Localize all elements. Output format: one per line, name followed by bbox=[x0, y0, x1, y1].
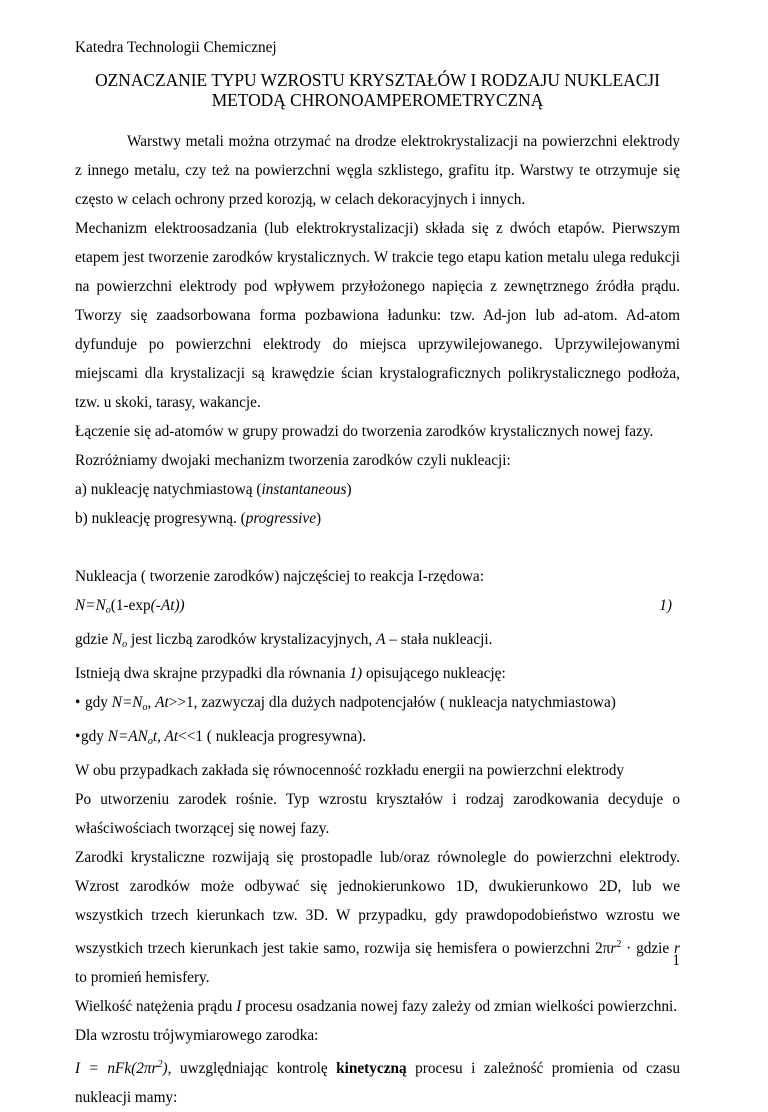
bullet-icon: • bbox=[75, 728, 81, 745]
paragraph-mechanism: Mechanizm elektroosadzania (lub elektrokrystalizacji) składa się z dwóch etapów. Pierwszym etapem jest tworzenie zarodków krystalicznych. W trakcie tego etapu kation metalu ulega redukcji na powierzchni elektrody pod wpływem przyłożonego napięcia z zewnętrznego źródła prądu. Tworzy się zaadsorbowana forma pozbawiona ładunku: tzw. Ad-jon lub ad-atom. Ad-atom dyfunduje po powierzchni elektrody do miejsca uprzywilejowanego. Uprzywilejowanymi miejscami dla krystalizacji są krawędzie ścian krystalograficznych polikrystalicznego podłoża, tzw. u skoki, tarasy, wakancje. bbox=[75, 220, 680, 411]
equation-1-formula: $N=N_o(1-\exp(-At))$ bbox=[75, 597, 185, 616]
paragraph-cases: Istnieją dwa skrajne przypadki dla równania 1) opisującego nukleację: bbox=[75, 665, 506, 682]
title-line-2: METODĄ CHRONOAMPEROMETRYCZNĄ bbox=[211, 90, 544, 110]
paragraph-intro: Warstwy metali można otrzymać na drodze elektrokrystalizacji na powierzchni elektrody z innego metalu, czy też na powierzchni węgla szklistego, grafitu itp. Warstwy te otrzymuje się często w celach ochrony przed korozją, w celach dekoracyjnych i innych. bbox=[75, 133, 680, 208]
paragraph-hemisphere: Zarodki krystaliczne rozwijają się prostopadle lub/oraz równolegle do powierzchni elektrody. Wzrost zarodków może odbywać się jednokierunkowo 1D, dwukierunkowo 2D, lub we wszystkich trzech kierunkach tzw. 3D. W przypadku, gdy prawdopodobieństwo wzrostu we wszystkich trzech kierunkach jest takie samo, rozwija się hemisfera o powierzchni $2\pi r^2$ · gdzie r to promień hemisfery. bbox=[75, 849, 680, 986]
document-title bbox=[75, 70, 680, 110]
page-number: 1 bbox=[672, 952, 680, 969]
bullet-icon: • bbox=[75, 694, 81, 711]
paragraph-3d-growth: Dla wzrostu trójwymiarowego zarodka: bbox=[75, 1027, 319, 1044]
list-item-b: b) nukleację progresywną. (progressive) bbox=[75, 510, 322, 527]
paragraph-growth: Po utworzeniu zarodek rośnie. Typ wzrostu kryształów i rodzaj zarodkowania decyduje o właściwościach tworzącej się nowej fazy. bbox=[75, 791, 680, 837]
title-line-1: OZNACZANIE TYPU WZROSTU KRYSZTAŁÓW I RODZAJU NUKLEACJI bbox=[95, 70, 660, 90]
equation-1-number: 1) bbox=[659, 597, 672, 614]
equation-1 bbox=[75, 591, 680, 625]
paragraph-first-order: Nukleacja ( tworzenie zarodków) najczęściej to reakcja I-rzędowa: bbox=[75, 568, 484, 585]
spacer bbox=[75, 533, 680, 562]
bullet-progressive: •gdy $N=AN_ot$, At<<1 ( nukleacja progresywna). bbox=[75, 722, 680, 756]
paragraph-adatoms: Łączenie się ad-atomów w grupy prowadzi do tworzenia zarodków krystalicznych nowej fazy. bbox=[75, 423, 654, 440]
page-header: Katedra Technologii Chemicznej bbox=[75, 39, 277, 56]
bullet-instantaneous: • gdy $N=N_o$, At>>1, zazwyczaj dla dużych nadpotencjałów ( nukleacja natychmiastowa) bbox=[75, 688, 680, 722]
paragraph-nucleation-types: Rozróżniamy dwojaki mechanizm tworzenia zarodków czyli nukleacji: bbox=[75, 452, 511, 469]
paragraph-where: gdzie $N_o$ jest liczbą zarodków krystalizacyjnych, A – stała nukleacji. bbox=[75, 631, 493, 650]
paragraph-energy: W obu przypadkach zakłada się równocenność rozkładu energii na powierzchni elektrody bbox=[75, 762, 625, 779]
list-item-a: a) nukleację natychmiastową (instantaneous) bbox=[75, 481, 352, 498]
paragraph-kinetic: $I = nFk(2\pi r^2)$, uwzględniając kontrolę kinetyczną procesu i zależność promienia od czasu nukleacji mamy: bbox=[75, 1059, 680, 1106]
paragraph-current: Wielkość natężenia prądu I procesu osadzania nowej fazy zależy od zmian wielkości powierzchni. bbox=[75, 998, 678, 1015]
